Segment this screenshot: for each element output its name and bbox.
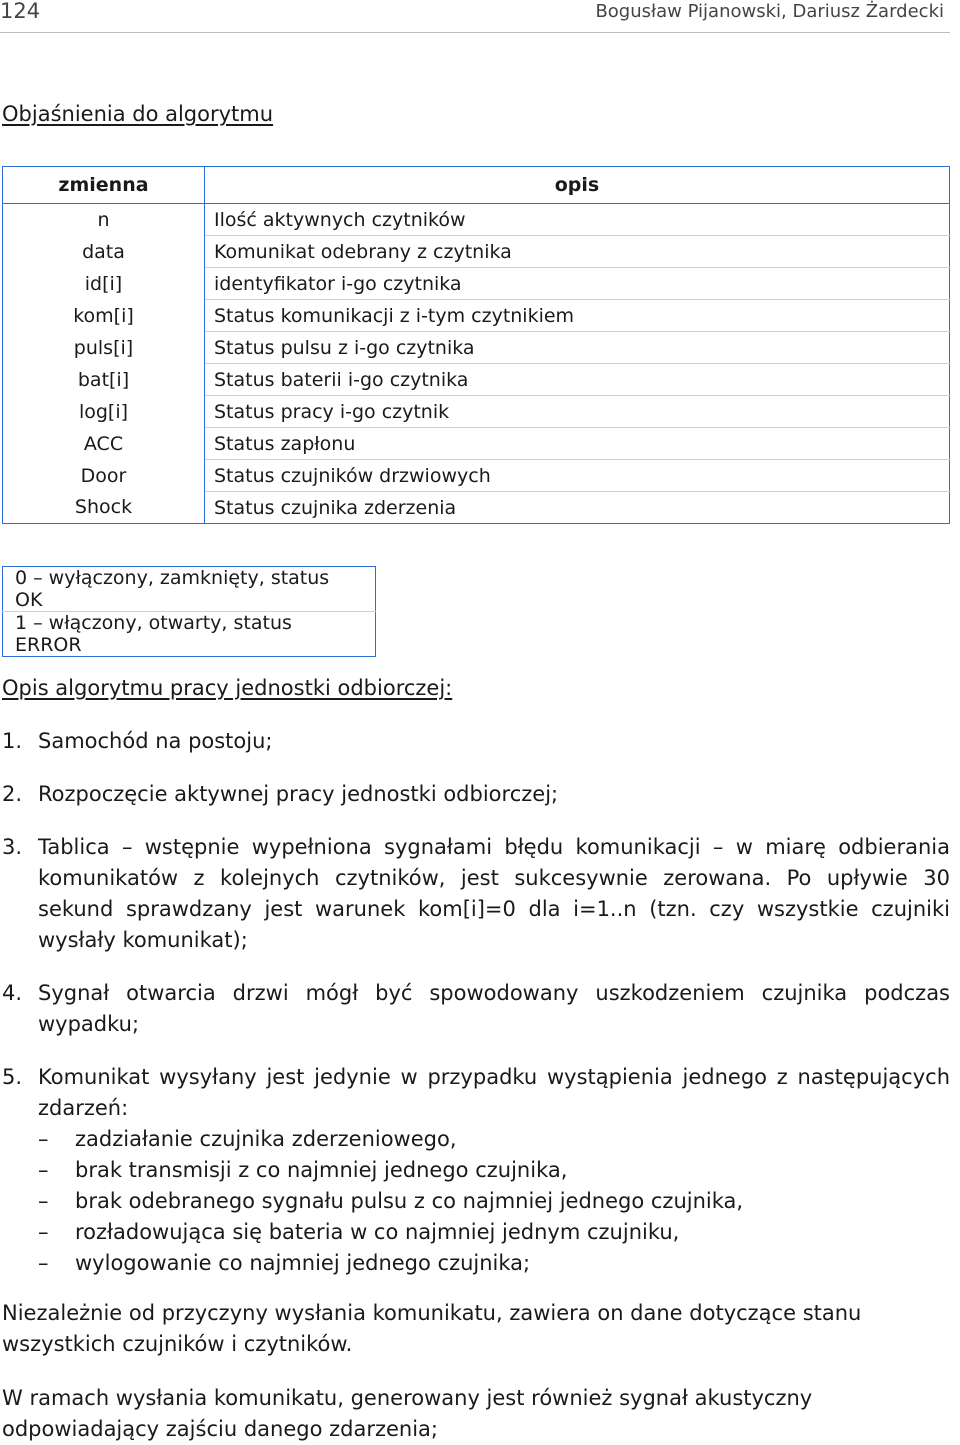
- table-row: [3, 236, 950, 268]
- column-header-description: opis: [205, 167, 950, 204]
- variable-name: ACC: [3, 428, 205, 460]
- variable-description: Status komunikacji z i-tym czytnikiem: [205, 300, 950, 332]
- step-text: Samochód na postoju;: [38, 729, 273, 753]
- list-item: [2, 1062, 950, 1279]
- variable-description: Status pulsu z i-go czytnika: [205, 332, 950, 364]
- variable-description: Ilość aktywnych czytników: [205, 204, 950, 236]
- variable-name: n: [3, 204, 205, 236]
- list-item: [2, 726, 950, 757]
- event-text: brak odebranego sygnału pulsu z co najmniej jednego czujnika,: [75, 1189, 744, 1213]
- dash-bullet: –: [38, 1158, 49, 1182]
- table-row: [3, 396, 950, 428]
- variable-name: data: [3, 236, 205, 268]
- variable-name: kom[i]: [3, 300, 205, 332]
- list-item: [38, 1248, 950, 1279]
- variable-name: log[i]: [3, 396, 205, 428]
- list-item: [2, 779, 950, 810]
- variable-description: Komunikat odebrany z czytnika: [205, 236, 950, 268]
- list-item: [2, 978, 950, 1040]
- paragraph: Niezależnie od przyczyny wysłania komunikatu, zawiera on dane dotyczące stanu wszystkich czujników i czytników.: [2, 1301, 862, 1356]
- variable-name: bat[i]: [3, 364, 205, 396]
- step-text: Sygnał otwarcia drzwi mógł być spowodowany uszkodzeniem czujnika podczas wypadku;: [38, 981, 950, 1036]
- algorithm-title: Opis algorytmu pracy jednostki odbiorczej:: [2, 676, 453, 700]
- legend-row: [3, 567, 376, 612]
- algorithm-steps: [2, 726, 950, 1301]
- variable-description: Status czujników drzwiowych: [205, 460, 950, 492]
- variable-name: puls[i]: [3, 332, 205, 364]
- legend-row: [3, 612, 376, 657]
- list-item: [2, 832, 950, 956]
- step-number: 3.: [2, 835, 23, 859]
- legend-entry: 1 – włączony, otwarty, status ERROR: [3, 612, 376, 657]
- variable-description: Status zapłonu: [205, 428, 950, 460]
- variable-description: Status baterii i-go czytnika: [205, 364, 950, 396]
- list-item: [38, 1186, 950, 1217]
- legend-entry: 0 – wyłączony, zamknięty, status OK: [3, 567, 376, 612]
- event-list: [38, 1124, 950, 1279]
- event-text: zadziałanie czujnika zderzeniowego,: [75, 1127, 457, 1151]
- table-row: [3, 268, 950, 300]
- running-header-authors: Bogusław Pijanowski, Dariusz Żardecki: [595, 1, 944, 22]
- step-number: 5.: [2, 1065, 23, 1089]
- event-text: brak transmisji z co najmniej jednego czujnika,: [75, 1158, 568, 1182]
- step-text: Tablica – wstępnie wypełniona sygnałami błędu komunikacji – w miarę odbierania komunikatów z kolejnych czytników, jest sukcesywnie zerowana. Po upływie 30 sekund sprawdzany jest warunek kom[i]=0 dla i=1..n (tzn. czy wszystkie czujniki wysłały komunikat);: [38, 835, 950, 952]
- paragraph: W ramach wysłania komunikatu, generowany jest również sygnał akustyczny odpowiadający zajściu danego zdarzenia;: [2, 1386, 813, 1441]
- step-text: Komunikat wysyłany jest jedynie w przypadku wystąpienia jednego z następujących zdarzeń:: [38, 1065, 950, 1120]
- variable-name: Door: [3, 460, 205, 492]
- dash-bullet: –: [38, 1220, 49, 1244]
- event-text: wylogowanie co najmniej jednego czujnika;: [75, 1251, 531, 1275]
- section-title: Objaśnienia do algorytmu: [2, 102, 274, 126]
- table-row: [3, 300, 950, 332]
- step-body: [38, 1062, 950, 1279]
- table-row: [3, 332, 950, 364]
- event-text: rozładowująca się bateria w co najmniej jednym czujniku,: [75, 1220, 680, 1244]
- status-legend-table: [2, 566, 376, 657]
- variable-description: identyfikator i-go czytnika: [205, 268, 950, 300]
- step-number: 2.: [2, 782, 23, 806]
- dash-bullet: –: [38, 1127, 49, 1151]
- table-row: [3, 204, 950, 236]
- page-header: [0, 0, 950, 33]
- variable-description: Status pracy i-go czytnik: [205, 396, 950, 428]
- variables-table: [2, 166, 950, 524]
- table-header-row: [3, 167, 950, 204]
- table-row: [3, 492, 950, 524]
- list-item: [38, 1124, 950, 1155]
- table-row: [3, 460, 950, 492]
- step-number: 4.: [2, 981, 23, 1005]
- variable-name: id[i]: [3, 268, 205, 300]
- step-text: Rozpoczęcie aktywnej pracy jednostki odbiorczej;: [38, 782, 559, 806]
- list-item: [38, 1155, 950, 1186]
- list-item: [38, 1217, 950, 1248]
- page-number: 124: [0, 0, 41, 23]
- variable-name: Shock: [3, 492, 205, 524]
- dash-bullet: –: [38, 1251, 49, 1275]
- variable-description: Status czujnika zderzenia: [205, 492, 950, 524]
- table-row: [3, 364, 950, 396]
- table-row: [3, 428, 950, 460]
- step-number: 1.: [2, 729, 23, 753]
- dash-bullet: –: [38, 1189, 49, 1213]
- column-header-variable: zmienna: [3, 167, 205, 204]
